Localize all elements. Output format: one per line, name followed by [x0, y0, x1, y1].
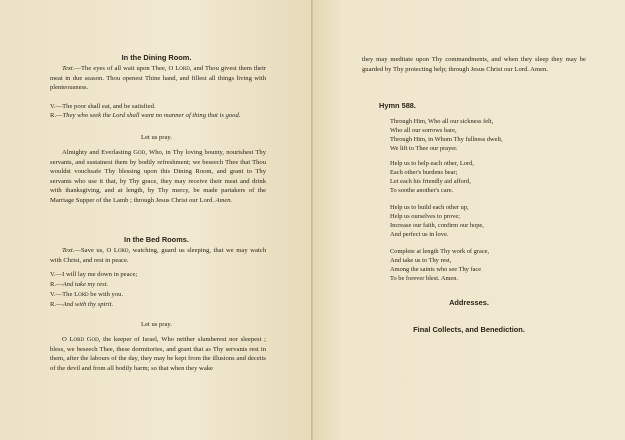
hymn-line: Let each his friendly aid afford, [390, 177, 471, 185]
hymn-line: Increase our faith, confirm our hope, [390, 221, 484, 229]
bed-rooms-heading: In the Bed Rooms. [124, 235, 189, 244]
bed-prayer: O Lord God, the keeper of Israel, Who neither slumberest nor sleepest ; bless, we beseech Thee, these dormitories, and grant that as Thy servants rest in them, after the labours of the day, they may be kept from the illusions and deceits of the devil and from all bodily harm; so that when they wake [50, 336, 266, 372]
hymn-line: Through Him, Who all our sickness felt, [390, 118, 494, 125]
text-label: Text. [62, 65, 75, 72]
hymn-stanza-2 [390, 160, 590, 196]
prayer-continuation: they may meditate upon Thy commandments, and when they sleep they may be guarded by Thy protecting help; through Jesus Christ our Lord. Amen. [362, 56, 586, 73]
hymn-line: And perfect us in love. [390, 230, 449, 238]
hymn-line: Through Him, in Whom Thy fullness dwelt, [390, 135, 503, 143]
hymn-line: Who all our sorrows bare, [390, 126, 457, 134]
hymn-line: Help us to build each other up, [390, 204, 469, 211]
dining-response: R.—They who seek the Lord shall want no manner of thing that is good. [50, 112, 241, 119]
hymn-stanza-4 [390, 248, 590, 284]
bed-versicle-2: V.—The Lord be with you. [50, 291, 124, 298]
dining-lets-pray: Let us pray. [141, 134, 172, 141]
dining-room-heading: In the Dining Room. [121, 53, 192, 62]
addresses-heading: Addresses. [449, 298, 489, 307]
hymn-line: Among the saints who see Thy face [390, 265, 482, 273]
dining-prayer: Almighty and Everlasting God, Who, in Thy loving bounty, nourishest Thy servants, and sustainest them by bodily refreshment; we beseech Thee that Thou wouldst vouchsafe Thy blessing upon this Dining Room, and grant to Thy servants who use it that, by Thy grace, they may receive their meat and drink with thanksgiving, and at length, by Thy mercy, be made partakers of the Marriage Supper of the Lamb ; through Jesus Christ our Lord. Amen. [50, 149, 266, 204]
hymn-line: Complete at length Thy work of grace, [390, 248, 490, 255]
hymn-heading: Hymn 588. [379, 101, 416, 110]
hymn-line: To soothe another's care. [390, 186, 454, 194]
hymn-line: And take us to Thy rest, [390, 256, 452, 264]
dining-versicle: V.—The poor shall eat, and be satisfied. [50, 103, 156, 110]
hymn-line: We lift to Thee our prayer. [390, 144, 458, 152]
hymn-stanza-1 [390, 118, 590, 154]
bed-lets-pray: Let us pray. [141, 321, 172, 328]
hymn-line: Help us to help each other, Lord, [390, 160, 474, 167]
right-page [313, 0, 625, 440]
bed-response-1: R.—And take my rest. [50, 281, 109, 288]
hymn-line: Help us ourselves to prove; [390, 212, 460, 220]
final-collects-heading: Final Collects, and Benediction. [413, 325, 525, 334]
bed-text-paragraph: Text.—Save us, O Lord, watching, guard us sleeping, that we may watch with Christ, and rest in peace. [50, 247, 266, 264]
hymn-stanza-3 [390, 204, 590, 240]
hymn-line: To be forever blest. Amen. [390, 274, 459, 282]
bed-response-2: R.—And with thy spirit. [50, 301, 114, 308]
hymn-line: Each other's burdens bear; [390, 168, 458, 176]
dining-text-paragraph: Text.—The eyes of all wait upon Thee, O Lord, and Thou givest them their meat in due season. Thou openest Thine hand, and fillest all things living with plenteousness. [50, 65, 266, 92]
bed-versicle-1: V.—I will lay me down in peace; [50, 271, 138, 278]
